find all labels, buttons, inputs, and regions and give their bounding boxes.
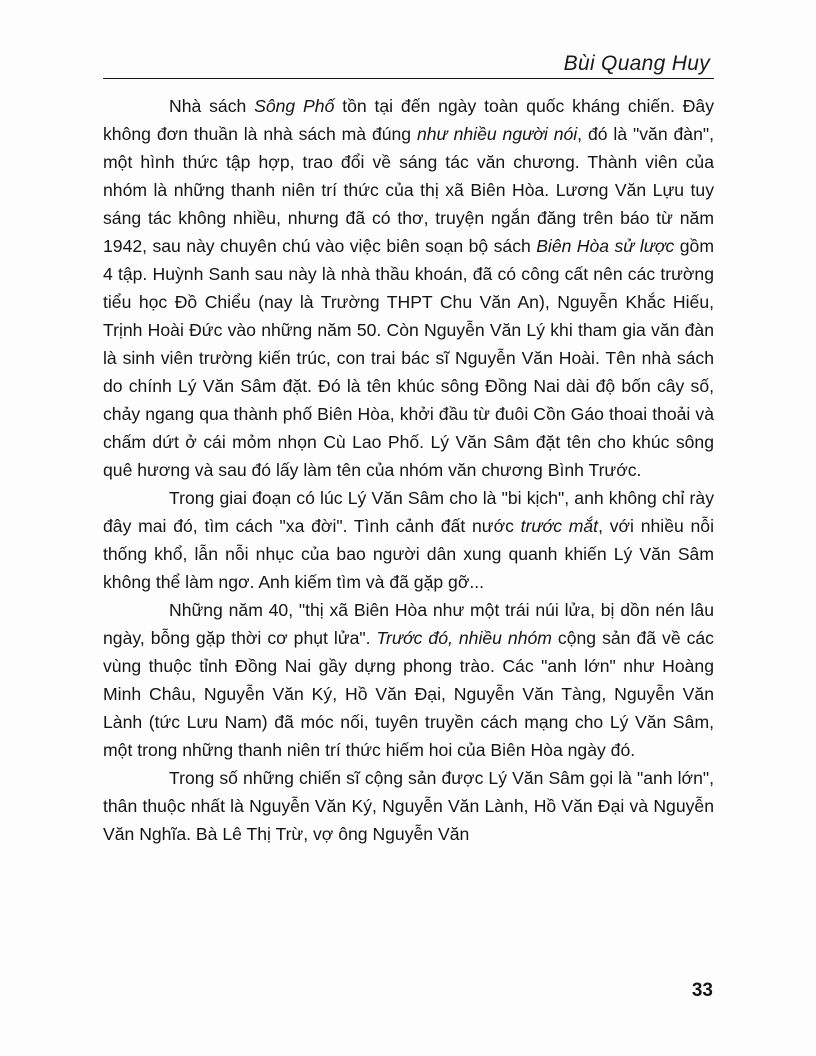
italic-text-run: Biên Hòa sử lược bbox=[536, 236, 675, 256]
paragraph bbox=[103, 484, 714, 596]
header-rule bbox=[103, 78, 714, 79]
paragraph bbox=[103, 596, 714, 764]
text-run: Những năm 40, "thị xã Biên Hòa như một trái núi lửa, bị dồn nén lâu ngày, bỗng gặp thời cơ phụt lửa". bbox=[103, 600, 714, 648]
paragraph bbox=[103, 92, 714, 484]
text-run: Trong số những chiến sĩ cộng sản được Lý Văn Sâm gọi là "anh lớn", thân thuộc nhất là Nguyễn Văn Ký, Nguyễn Văn Lành, Hồ Văn Đại và Nguyễn Văn Nghĩa. Bà Lê Thị Trừ, vợ ông Nguyễn Văn bbox=[103, 768, 714, 844]
italic-text-run: như nhiều người nói bbox=[416, 124, 578, 144]
italic-text-run: Sông Phố bbox=[254, 96, 335, 116]
text-run: Nhà sách bbox=[169, 96, 255, 116]
running-header-author: Bùi Quang Huy bbox=[563, 52, 710, 75]
paragraph bbox=[103, 764, 714, 848]
body-text bbox=[103, 92, 714, 848]
italic-text-run: trước mắt bbox=[520, 516, 599, 536]
text-run: , với nhiều nỗi thống khổ, lẫn nỗi nhục của bao người dân xung quanh khiến Lý Văn Sâm không thể làm ngơ. Anh kiếm tìm và đã gặp gỡ... bbox=[103, 516, 715, 592]
text-run: , đó là "văn đàn", một hình thức tập hợp, trao đổi về sáng tác văn chương. Thành viên của nhóm là những thanh niên trí thức của thị xã Biên Hòa. Lương Văn Lựu tuy sáng tác không nhiều, nhưng đã có thơ, truyện ngắn đăng trên báo từ năm 1942, sau này chuyên chú vào việc biên soạn bộ sách bbox=[103, 124, 714, 256]
italic-text-run: Trước đó, nhiều nhóm bbox=[376, 628, 552, 648]
text-run: cộng sản đã về các vùng thuộc tỉnh Đồng Nai gầy dựng phong trào. Các "anh lớn" như Hoàng Minh Châu, Nguyễn Văn Ký, Hồ Văn Đại, Nguyễn Văn Tàng, Nguyễn Văn Lành (tức Lưu Nam) đã móc nối, tuyên truyền cách mạng cho Lý Văn Sâm, một trong những thanh niên trí thức hiếm hoi của Biên Hòa ngày đó. bbox=[103, 628, 714, 760]
text-run: tồn tại đến ngày toàn quốc kháng chiến. Đây không đơn thuần là nhà sách mà đúng bbox=[103, 96, 714, 144]
text-run: Trong giai đoạn có lúc Lý Văn Sâm cho là "bi kịch", anh không chỉ rày đây mai đó, tìm cách "xa đời". Tình cảnh đất nước bbox=[103, 488, 714, 536]
text-run: gồm 4 tập. Huỳnh Sanh sau này là nhà thầu khoán, đã có công cất nên các trường tiểu học Đồ Chiểu (nay là Trường THPT Chu Văn An), Nguyễn Khắc Hiếu, Trịnh Hoài Đức vào những năm 50. Còn Nguyễn Văn Lý khi tham gia văn đàn là sinh viên trường kiến trúc, con trai bác sĩ Nguyễn Văn Hoài. Tên nhà sách do chính Lý Văn Sâm đặt. Đó là tên khúc sông Đồng Nai dài độ bốn cây số, chảy ngang qua thành phố Biên Hòa, khởi đầu từ đuôi Cồn Gáo thoai thoải và chấm dứt ở cái mỏm nhọn Cù Lao Phố. Lý Văn Sâm đặt tên cho khúc sông quê hương và sau đó lấy làm tên của nhóm văn chương Bình Trước. bbox=[103, 236, 714, 480]
page-number: 33 bbox=[691, 980, 713, 1001]
